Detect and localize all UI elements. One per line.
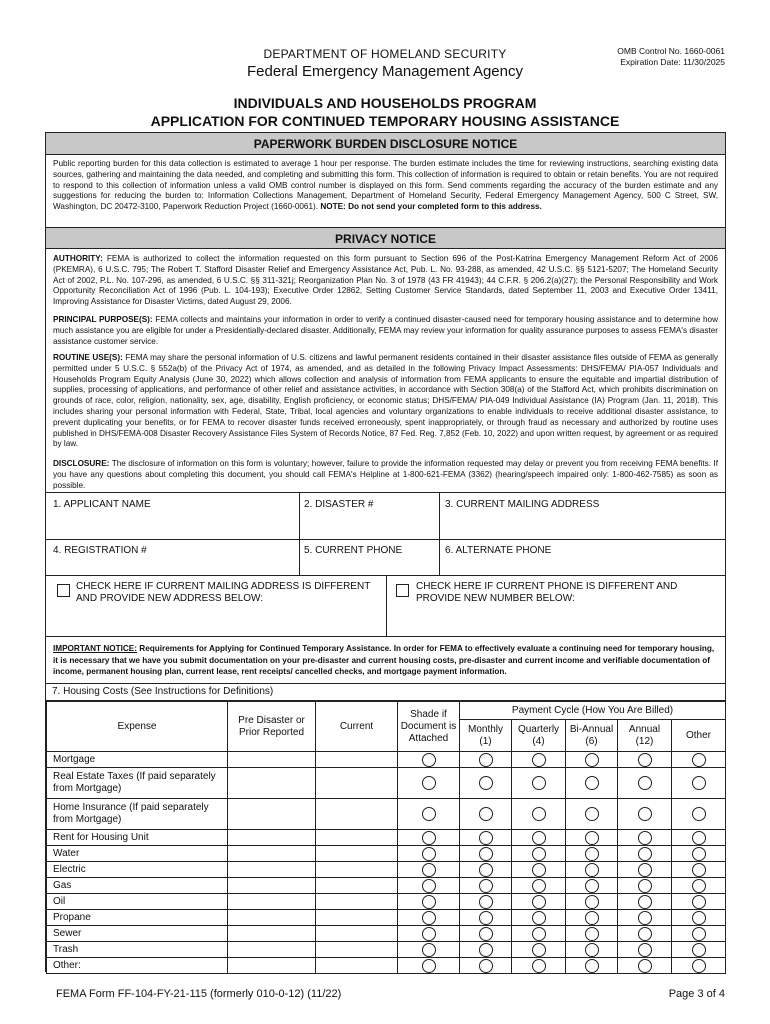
housing-costs-caption: 7. Housing Costs (See Instructions for Definitions): [46, 683, 725, 701]
pre-disaster-amount-input[interactable]: [228, 768, 316, 799]
quarterly-cell: [512, 894, 566, 910]
other-cell: [672, 862, 726, 878]
biannual-radio[interactable]: [585, 807, 599, 821]
annual-cell: [618, 768, 672, 799]
monthly-radio[interactable]: [479, 959, 493, 973]
other-radio[interactable]: [692, 847, 706, 861]
other-radio[interactable]: [692, 959, 706, 973]
biannual-cell: [566, 862, 618, 878]
col-pre-disaster-line1: Pre Disaster or: [238, 714, 305, 726]
quarterly-radio[interactable]: [532, 863, 546, 877]
col-biannual-line2: (6): [585, 735, 598, 747]
mailing-address-field[interactable]: 3. CURRENT MAILING ADDRESS: [445, 499, 600, 510]
address-changed-label-line1: CHECK HERE IF CURRENT MAILING ADDRESS IS DIFFERENT: [76, 581, 371, 592]
quarterly-cell: [512, 926, 566, 942]
disclosure-text: [53, 459, 718, 491]
col-shade-line2: Document is: [400, 720, 457, 732]
col-monthly-line2: (1): [479, 735, 492, 747]
shade-radio[interactable]: [422, 927, 436, 941]
disaster-number-field[interactable]: 2. DISASTER #: [304, 499, 374, 510]
expense-label: Propane: [47, 910, 228, 926]
disclosure-label: DISCLOSURE:: [53, 459, 110, 468]
pre-disaster-amount-input[interactable]: [228, 910, 316, 926]
quarterly-radio[interactable]: [532, 753, 546, 767]
current-amount-input[interactable]: [316, 958, 398, 974]
col-current-label: Current: [339, 720, 374, 732]
quarterly-cell: [512, 799, 566, 830]
quarterly-radio[interactable]: [532, 847, 546, 861]
current-amount-input[interactable]: [316, 910, 398, 926]
monthly-radio[interactable]: [479, 847, 493, 861]
monthly-cell: [460, 768, 512, 799]
annual-radio[interactable]: [638, 911, 652, 925]
other-radio[interactable]: [692, 879, 706, 893]
divider: [439, 492, 440, 575]
quarterly-cell: [512, 942, 566, 958]
current-amount-input[interactable]: [316, 830, 398, 846]
table-row: [47, 862, 726, 878]
other-cell: [672, 958, 726, 974]
annual-radio[interactable]: [638, 831, 652, 845]
quarterly-radio[interactable]: [532, 776, 546, 790]
biannual-radio[interactable]: [585, 911, 599, 925]
annual-radio[interactable]: [638, 753, 652, 767]
current-amount-input[interactable]: [316, 752, 398, 768]
monthly-radio[interactable]: [479, 863, 493, 877]
table-row: [47, 958, 726, 974]
biannual-cell: [566, 894, 618, 910]
col-quarterly-line1: Quarterly: [517, 723, 560, 735]
current-amount-input[interactable]: [316, 894, 398, 910]
expense-label: Water: [47, 846, 228, 862]
monthly-radio[interactable]: [479, 753, 493, 767]
table-row: [47, 846, 726, 862]
other-cell: [672, 830, 726, 846]
applicant-name-field[interactable]: 1. APPLICANT NAME: [53, 499, 151, 510]
phone-changed-label: [416, 581, 677, 605]
pre-disaster-amount-input[interactable]: [228, 862, 316, 878]
page-number: Page 3 of 4: [668, 988, 725, 1000]
biannual-radio[interactable]: [585, 943, 599, 957]
shade-radio[interactable]: [422, 943, 436, 957]
quarterly-radio[interactable]: [532, 879, 546, 893]
annual-radio[interactable]: [638, 807, 652, 821]
other-cell: [672, 910, 726, 926]
shade-cell: [398, 768, 460, 799]
monthly-radio[interactable]: [479, 943, 493, 957]
other-cell: [672, 752, 726, 768]
pre-disaster-amount-input[interactable]: [228, 878, 316, 894]
annual-radio[interactable]: [638, 776, 652, 790]
current-amount-input[interactable]: [316, 862, 398, 878]
phone-changed-checkbox[interactable]: [396, 584, 409, 597]
divider: [386, 575, 387, 636]
current-amount-input[interactable]: [316, 846, 398, 862]
quarterly-radio[interactable]: [532, 807, 546, 821]
table-row: [47, 894, 726, 910]
biannual-radio[interactable]: [585, 959, 599, 973]
form-id: FEMA Form FF-104-FY-21-115 (formerly 010-0-12) (11/22): [56, 988, 342, 1000]
monthly-cell: [460, 830, 512, 846]
phone-changed-label-line1: CHECK HERE IF CURRENT PHONE IS DIFFERENT AND: [416, 581, 678, 592]
quarterly-cell: [512, 752, 566, 768]
col-pre-disaster: [228, 702, 316, 752]
biannual-radio[interactable]: [585, 753, 599, 767]
purpose-label: PRINCIPAL PURPOSE(S):: [53, 315, 153, 324]
omb-info: [617, 46, 725, 68]
biannual-radio[interactable]: [585, 863, 599, 877]
current-amount-input[interactable]: [316, 878, 398, 894]
address-changed-label-line2: AND PROVIDE NEW ADDRESS BELOW:: [76, 593, 264, 604]
col-shade-line1: Shade if: [410, 708, 447, 720]
expense-label: Sewer: [47, 926, 228, 942]
quarterly-cell: [512, 878, 566, 894]
biannual-cell: [566, 942, 618, 958]
shade-cell: [398, 846, 460, 862]
col-current: [316, 702, 398, 752]
annual-cell: [618, 799, 672, 830]
registration-number-field[interactable]: 4. REGISTRATION #: [53, 545, 147, 556]
omb-control-number: OMB Control No. 1660-0061: [617, 46, 725, 56]
col-other: [672, 720, 726, 752]
pre-disaster-amount-input[interactable]: [228, 958, 316, 974]
col-expense-label: Expense: [117, 720, 157, 732]
paperwork-text: [53, 159, 718, 213]
other-radio[interactable]: [692, 753, 706, 767]
shade-cell: [398, 910, 460, 926]
shade-radio[interactable]: [422, 863, 436, 877]
authority-body: FEMA is authorized to collect the information requested on this form pursuant to Section 696 of the Post-Katrina Emergency Management Reform Act of 2006 (PKEMRA), 6 U.S.C. 795; The Robert T. Stafford Disaster Relief and Emergency Assistance Act, Pub. L. No. 93-288, as amended, 42 U.S.C. §§ 5121-5207; The Homeland Security Act of 2002, P.L. No. 107-296, as amended, 6 U.S.C. §§ 311-321j; Reorganization Plan No. 3 of 1978 (43 FR 41943); 44 C.F.R. § 206.2(a)(27); the Personal Responsibility and Work Opportunity Reconciliation Act of 1996 (Pub. L. 104-193); Executive Order 12862, Setting Customer Service Standards, dated September 11, 2003 and Executive Order 13411, Improving Assistance for Disaster Victims, dated August 29, 2006.: [53, 254, 718, 307]
annual-cell: [618, 846, 672, 862]
quarterly-cell: [512, 862, 566, 878]
biannual-cell: [566, 846, 618, 862]
biannual-radio[interactable]: [585, 847, 599, 861]
col-annual-line1: Annual: [628, 723, 661, 735]
quarterly-radio[interactable]: [532, 943, 546, 957]
divider: [46, 636, 725, 637]
monthly-cell: [460, 846, 512, 862]
shade-radio[interactable]: [422, 776, 436, 790]
current-amount-input[interactable]: [316, 942, 398, 958]
shade-cell: [398, 926, 460, 942]
shade-cell: [398, 894, 460, 910]
other-radio[interactable]: [692, 863, 706, 877]
shade-radio[interactable]: [422, 895, 436, 909]
address-changed-label: [76, 581, 370, 605]
col-payment-cycle-label: Payment Cycle (How You Are Billed): [511, 704, 674, 716]
col-annual-line2: (12): [635, 735, 654, 747]
shade-cell: [398, 799, 460, 830]
current-phone-field[interactable]: 5. CURRENT PHONE: [304, 545, 403, 556]
annual-radio[interactable]: [638, 863, 652, 877]
other-radio[interactable]: [692, 943, 706, 957]
expense-label: Gas: [47, 878, 228, 894]
col-biannual-line1: Bi-Annual: [569, 723, 614, 735]
biannual-radio[interactable]: [585, 776, 599, 790]
form-header: [0, 44, 770, 88]
table-row: [47, 752, 726, 768]
biannual-radio[interactable]: [585, 895, 599, 909]
paperwork-body: Public reporting burden for this data collection is estimated to average 1 hour per response. The burden estimate includes the time for reviewing instructions, searching existing data sources, gathering and maintaining the data needed, and completing and submitting this form. This collection of information is required to obtain or retain benefits. You are not required to respond to this collection of information unless a valid OMB control number is displayed on this form. Send comments regarding the accuracy of the burden estimate and any suggestions for reducing the burden to: Information Collections Management, Department of Homeland Security, Federal Emergency Management Agency, 500 C Street, SW, Washington, DC 20472-3100, Paperwork Reduction Project (1660-0061).: [53, 159, 718, 212]
pre-disaster-amount-input[interactable]: [228, 846, 316, 862]
other-cell: [672, 878, 726, 894]
other-cell: [672, 846, 726, 862]
routine-use-text: [53, 353, 718, 450]
annual-cell: [618, 830, 672, 846]
routine-use-body: FEMA may share the personal information of U.S. citizens and lawful permanent residents contained in their disaster assistance files outside of FEMA as generally permitted under 5 U.S.C. § 552a(b) of the Privacy Act of 1974, as amended, and as detailed in the following Privacy Impact Assessments: DHS/FEMA/ PIA-057 Individuals and Households Program Equity Analysis (June 30, 2022) which allows collection and analysis of information from FEMA applicants to ensure the equitable and impartial distribution of supplies, processing of applications, and performance of other relief and assistance activities, in accordance with Section 308(a) of the Stafford Act, which prohibits discrimination on grounds of race, color, religion, nationality, sex, age, disability, English proficiency, or economic status; DHS/FEMA/ PIA-049 Individual Assistance (IA) Program (Jan. 11, 2018). This includes sharing your personal information with Federal, State, Tribal, local agencies and voluntary organizations to enable individuals to receive additional disaster assistance, to prevent duplicating your benefits, or for FEMA to recover disaster funds received erroneously, spent inappropriately, or through fraud as necessary and authorized by routine uses published in DHS/FEMA-008 Disaster Recovery Assistance Files System of Records Notice, 87 Fed. Reg. 7,852 (Feb. 10, 2022) and upon written request, by agreement or as required by law.: [53, 353, 718, 449]
biannual-cell: [566, 910, 618, 926]
other-radio[interactable]: [692, 831, 706, 845]
monthly-radio[interactable]: [479, 911, 493, 925]
monthly-cell: [460, 862, 512, 878]
authority-text: [53, 254, 718, 308]
col-shade: [398, 702, 460, 752]
expense-label: Rent for Housing Unit: [47, 830, 228, 846]
expense-label: Real Estate Taxes (If paid separately from Mortgage): [47, 768, 228, 799]
expense-label: Trash: [47, 942, 228, 958]
quarterly-cell: [512, 768, 566, 799]
important-notice: [53, 643, 718, 678]
col-monthly-line1: Monthly: [467, 723, 503, 735]
table-row: [47, 799, 726, 830]
shade-cell: [398, 862, 460, 878]
divider: [46, 539, 725, 540]
monthly-radio[interactable]: [479, 807, 493, 821]
annual-radio[interactable]: [638, 943, 652, 957]
col-quarterly-line2: (4): [532, 735, 545, 747]
shade-cell: [398, 942, 460, 958]
table-row: [47, 768, 726, 799]
other-radio[interactable]: [692, 911, 706, 925]
housing-costs-section: [46, 683, 725, 974]
expense-label: Oil: [47, 894, 228, 910]
col-expense: [47, 702, 228, 752]
other-cell: [672, 894, 726, 910]
address-changed-checkbox[interactable]: [57, 584, 70, 597]
form-title: [0, 94, 770, 130]
biannual-cell: [566, 752, 618, 768]
purpose-body: FEMA collects and maintains your information in order to verify a continued disaster-caused need for temporary housing assistance and to determine how much assistance you are eligible for under a Presidentially-declared disaster. Additionally, FEMA may review your information for quality assurance purposes to assess FEMA's disaster assistance customer service.: [53, 315, 718, 346]
important-notice-body: Requirements for Applying for Continued Temporary Assistance. In order for FEMA to effectively evaluate a continuing need for temporary housing, it is necessary that we have you submit documentation on your pre-disaster and current housing costs, pre-disaster and current income and verifiable documentation of income, permanent housing plan, current lease, rent receipts/ cancelled checks, and mortgage payment information.: [53, 644, 715, 676]
biannual-cell: [566, 830, 618, 846]
paperwork-note-label: NOTE:: [320, 202, 346, 212]
pre-disaster-amount-input[interactable]: [228, 799, 316, 830]
biannual-radio[interactable]: [585, 831, 599, 845]
pre-disaster-amount-input[interactable]: [228, 926, 316, 942]
housing-costs-table: [46, 701, 726, 974]
quarterly-radio[interactable]: [532, 927, 546, 941]
quarterly-radio[interactable]: [532, 895, 546, 909]
shade-radio[interactable]: [422, 959, 436, 973]
monthly-radio[interactable]: [479, 895, 493, 909]
col-payment-cycle: [460, 702, 726, 720]
annual-radio[interactable]: [638, 927, 652, 941]
biannual-cell: [566, 878, 618, 894]
shade-radio[interactable]: [422, 879, 436, 893]
other-radio[interactable]: [692, 895, 706, 909]
important-notice-label: IMPORTANT NOTICE:: [53, 644, 137, 653]
col-quarterly: [512, 720, 566, 752]
quarterly-radio[interactable]: [532, 959, 546, 973]
annual-cell: [618, 878, 672, 894]
current-amount-input[interactable]: [316, 768, 398, 799]
shade-cell: [398, 830, 460, 846]
shade-radio[interactable]: [422, 911, 436, 925]
form-body: [45, 132, 726, 972]
shade-cell: [398, 752, 460, 768]
col-other-label: Other: [685, 729, 711, 741]
pre-disaster-amount-input[interactable]: [228, 752, 316, 768]
expiration-date: Expiration Date: 11/30/2025: [620, 57, 725, 67]
quarterly-cell: [512, 830, 566, 846]
privacy-heading: PRIVACY NOTICE: [46, 227, 725, 249]
col-biannual: [566, 720, 618, 752]
routine-use-label: ROUTINE USE(S):: [53, 353, 123, 362]
annual-cell: [618, 894, 672, 910]
monthly-radio[interactable]: [479, 831, 493, 845]
quarterly-cell: [512, 910, 566, 926]
monthly-cell: [460, 894, 512, 910]
other-cell: [672, 926, 726, 942]
phone-changed-label-line2: PROVIDE NEW NUMBER BELOW:: [416, 593, 575, 604]
agency-name: Federal Emergency Management Agency: [247, 63, 523, 80]
current-amount-input[interactable]: [316, 799, 398, 830]
annual-cell: [618, 910, 672, 926]
department-name: DEPARTMENT OF HOMELAND SECURITY: [263, 47, 507, 61]
quarterly-cell: [512, 846, 566, 862]
authority-label: AUTHORITY:: [53, 254, 103, 263]
quarterly-cell: [512, 958, 566, 974]
annual-cell: [618, 942, 672, 958]
monthly-cell: [460, 942, 512, 958]
annual-cell: [618, 862, 672, 878]
other-cell: [672, 768, 726, 799]
table-row: [47, 942, 726, 958]
divider: [46, 492, 725, 493]
purpose-text: [53, 315, 718, 347]
quarterly-radio[interactable]: [532, 911, 546, 925]
monthly-cell: [460, 926, 512, 942]
paperwork-heading: PAPERWORK BURDEN DISCLOSURE NOTICE: [46, 133, 725, 155]
monthly-cell: [460, 878, 512, 894]
monthly-radio[interactable]: [479, 927, 493, 941]
form-title-line1: INDIVIDUALS AND HOUSEHOLDS PROGRAM: [233, 95, 537, 111]
table-row: [47, 830, 726, 846]
monthly-cell: [460, 910, 512, 926]
biannual-cell: [566, 926, 618, 942]
col-shade-line3: Attached: [408, 732, 449, 744]
monthly-cell: [460, 958, 512, 974]
biannual-cell: [566, 958, 618, 974]
shade-radio[interactable]: [422, 831, 436, 845]
annual-cell: [618, 926, 672, 942]
expense-label: Mortgage: [47, 752, 228, 768]
table-row: [47, 910, 726, 926]
annual-cell: [618, 752, 672, 768]
pre-disaster-amount-input[interactable]: [228, 894, 316, 910]
col-monthly: [460, 720, 512, 752]
monthly-radio[interactable]: [479, 879, 493, 893]
annual-radio[interactable]: [638, 895, 652, 909]
shade-radio[interactable]: [422, 847, 436, 861]
shade-cell: [398, 878, 460, 894]
biannual-radio[interactable]: [585, 879, 599, 893]
alternate-phone-field[interactable]: 6. ALTERNATE PHONE: [445, 545, 552, 556]
annual-cell: [618, 958, 672, 974]
col-annual: [618, 720, 672, 752]
biannual-cell: [566, 799, 618, 830]
col-pre-disaster-line2: Prior Reported: [238, 726, 305, 738]
biannual-cell: [566, 768, 618, 799]
annual-radio[interactable]: [638, 959, 652, 973]
table-row: [47, 878, 726, 894]
divider: [299, 492, 300, 575]
expense-label: Electric: [47, 862, 228, 878]
monthly-radio[interactable]: [479, 776, 493, 790]
expense-label: Other:: [47, 958, 228, 974]
current-amount-input[interactable]: [316, 926, 398, 942]
other-cell: [672, 799, 726, 830]
other-radio[interactable]: [692, 776, 706, 790]
pre-disaster-amount-input[interactable]: [228, 830, 316, 846]
monthly-cell: [460, 752, 512, 768]
annual-radio[interactable]: [638, 847, 652, 861]
disclosure-body: The disclosure of information on this form is voluntary; however, failure to provide the information requested may delay or prevent you from receiving FEMA benefits. If you have any questions about completing this document, you should call FEMA's Helpline at 1-800-621-FEMA (3362) (hearing/speech impaired only: 1-800-462-7585) as soon as possible.: [53, 459, 718, 490]
housing-costs-rows: [47, 752, 726, 974]
annual-radio[interactable]: [638, 879, 652, 893]
pre-disaster-amount-input[interactable]: [228, 942, 316, 958]
expense-label: Home Insurance (If paid separately from Mortgage): [47, 799, 228, 830]
quarterly-radio[interactable]: [532, 831, 546, 845]
shade-radio[interactable]: [422, 807, 436, 821]
other-radio[interactable]: [692, 807, 706, 821]
shade-cell: [398, 958, 460, 974]
paperwork-note-text: Do not send your completed form to this address.: [348, 202, 542, 212]
monthly-cell: [460, 799, 512, 830]
form-title-line2: APPLICATION FOR CONTINUED TEMPORARY HOUSING ASSISTANCE: [150, 113, 620, 129]
other-radio[interactable]: [692, 927, 706, 941]
biannual-radio[interactable]: [585, 927, 599, 941]
shade-radio[interactable]: [422, 753, 436, 767]
table-row: [47, 926, 726, 942]
other-cell: [672, 942, 726, 958]
